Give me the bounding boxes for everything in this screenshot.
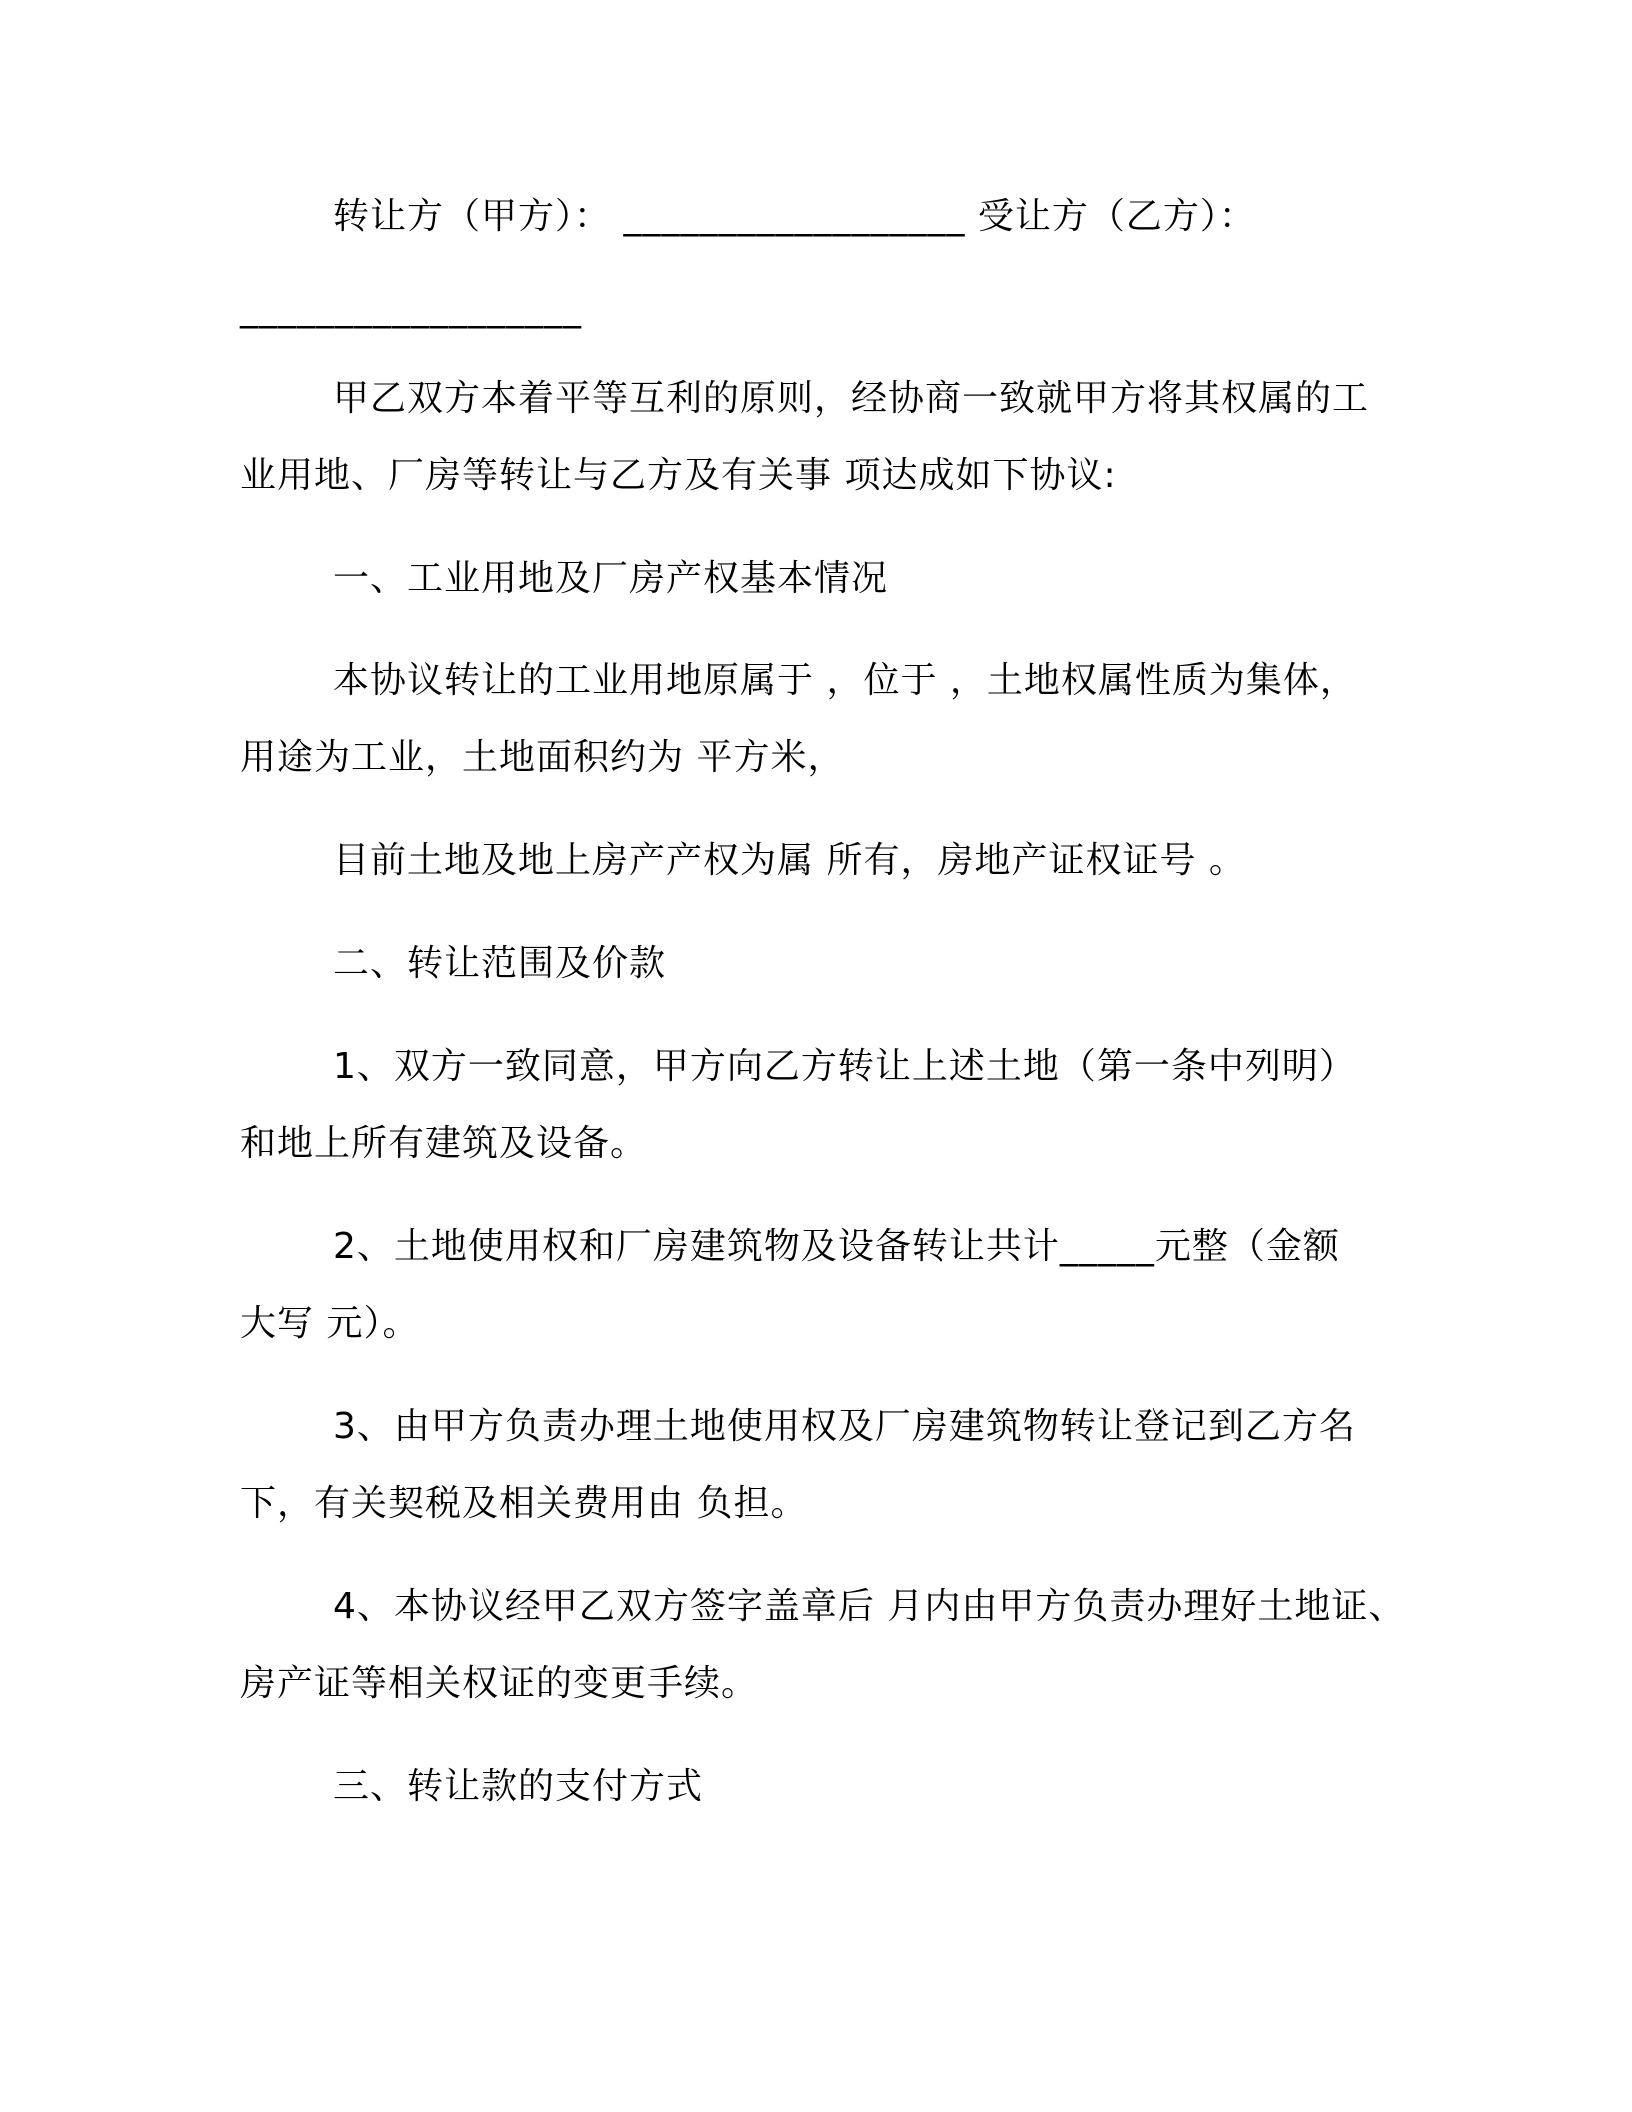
section-2-title: 二、转让范围及价款 [333,943,667,984]
section-2-item-3-line-2: 下，有关契税及相关费用由 负担。 [240,1483,808,1524]
parties-line: 转让方（甲方）： __________________ 受让方（乙方）： [333,196,1256,237]
section-1-paragraph-1-line-1: 本协议转让的工业用地原属于 ，位于 ，土地权属性质为集体， [333,660,1357,701]
section-2-item-4-line-1: 4、本协议经甲乙双方签字盖章后 月内由甲方负责办理好土地证、 [333,1586,1406,1627]
intro-paragraph-line-1: 甲乙双方本着平等互利的原则，经协商一致就甲方将其权属的工 [333,378,1370,419]
section-2-item-2-line-2: 大写 元）。 [240,1303,420,1344]
section-2-item-2-line-1: 2、土地使用权和厂房建筑物及设备转让共计_____元整（金额 [333,1226,1340,1267]
section-3-title: 三、转让款的支付方式 [333,1766,704,1807]
section-2-item-1-line-1: 1、双方一致同意，甲方向乙方转让上述土地（第一条中列明） [333,1046,1356,1087]
section-1-paragraph-2: 目前土地及地上房产产权为属 所有，房地产证权证号 。 [333,840,1246,881]
section-1-paragraph-1-line-2: 用途为工业，土地面积约为 平方米， [240,737,845,778]
parties-line-continued: __________________ [240,288,582,329]
section-2-item-3-line-1: 3、由甲方负责办理土地使用权及厂房建筑物转让登记到乙方名 [333,1406,1356,1447]
intro-paragraph-line-2: 业用地、厂房等转让与乙方及有关事 项达成如下协议: [240,455,1117,496]
section-2-item-1-line-2: 和地上所有建筑及设备。 [240,1123,648,1164]
section-2-item-4-line-2: 房产证等相关权证的变更手续。 [240,1663,759,1704]
section-1-title: 一、工业用地及厂房产权基本情况 [333,558,889,599]
